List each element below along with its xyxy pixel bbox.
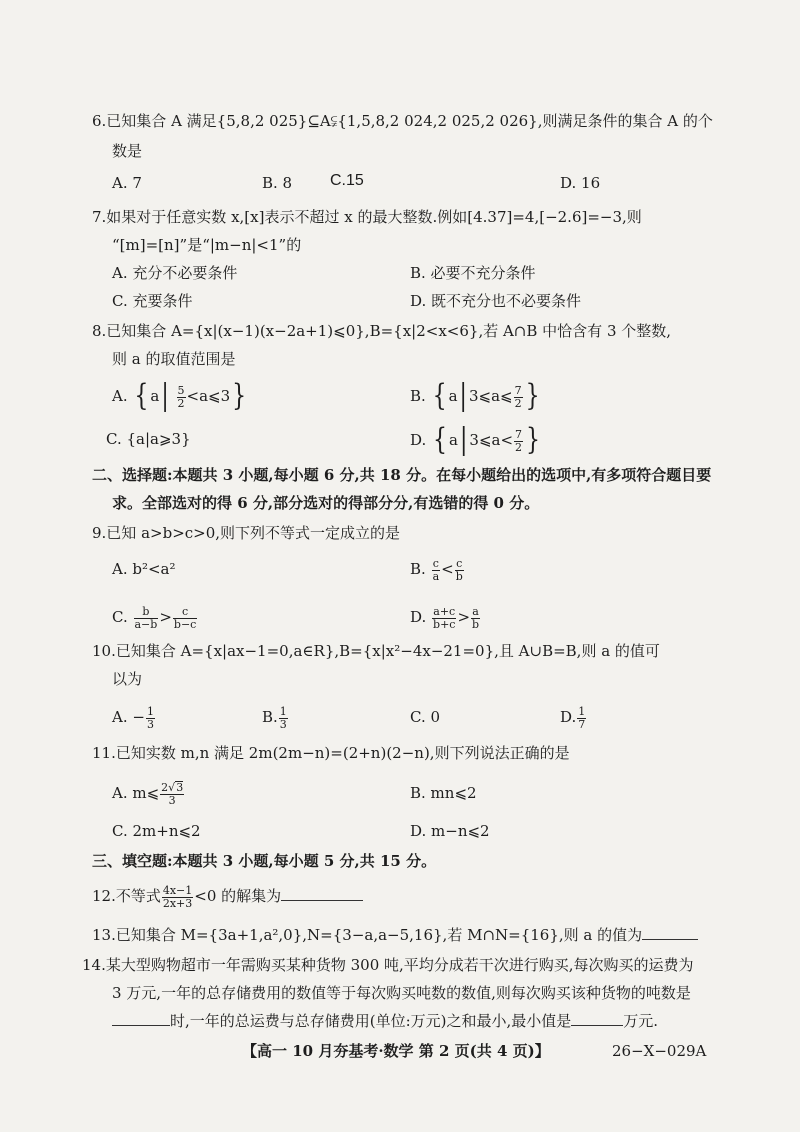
q10-stem-line1: 10.已知集合 A={x|ax−1=0,a∈R},B={x|x²−4x−21=0},且 A∪B=B,则 a 的值可 <box>92 642 660 660</box>
q14-answer-blank-1[interactable] <box>112 1011 170 1026</box>
q6-option-c-handwritten: C.15 <box>330 172 364 189</box>
q10-option-d: D. $\frac{1}{7}$ <box>560 704 586 731</box>
q9-option-a: A. b²<a² <box>112 560 176 578</box>
q10-option-c: C. 0 <box>410 708 441 726</box>
q9-option-c: C. $\frac{b}{a-b}$ > $\frac{c}{b-c}$ <box>112 604 197 631</box>
q9-stem: 9.已知 a>b>c>0,则下列不等式一定成立的是 <box>92 524 401 542</box>
q14-stem-line2: 3 万元,一年的总存储费用的数值等于每次购买吨数的数值,则每次购买该种货物的吨数是 <box>112 984 691 1002</box>
q10-stem-line2: 以为 <box>112 670 143 688</box>
q7-stem-line2: “[m]=[n]”是“|m−n|<1”的 <box>112 236 302 254</box>
q6-option-b: B. 8 <box>262 174 293 192</box>
section3-heading: 三、填空题:本题共 3 小题,每小题 5 分,共 15 分。 <box>92 852 437 870</box>
q10-option-b: B. $\frac{1}{3}$ <box>262 704 287 731</box>
q13-stem: 13.已知集合 M={3a+1,a²,0},N={3−a,a−5,16},若 M∩N={16},则 a 的值为 <box>92 924 698 946</box>
q11-stem: 11.已知实数 m,n 满足 2m(2m−n)=(2+n)(2−n),则下列说法正确的是 <box>92 744 570 762</box>
q7-option-b: B. 必要不充分条件 <box>410 264 536 282</box>
q14-stem-line1: 14.某大型购物超市一年需购买某种货物 300 吨,平均分成若干次进行购买,每次购买的运费为 <box>82 956 694 974</box>
q8-option-a: A. { a| $\frac{5}{2}$ <a⩽3} <box>112 379 247 414</box>
footer-exam-code: 26−X−029A <box>612 1042 707 1060</box>
section2-heading-line2: 求。全部选对的得 6 分,部分选对的得部分分,有选错的得 0 分。 <box>112 494 540 512</box>
section2-heading-line1: 二、选择题:本题共 3 小题,每小题 6 分,共 18 分。在每小题给出的选项中,有多项符合题目要 <box>92 466 712 484</box>
q7-option-a: A. 充分不必要条件 <box>112 264 238 282</box>
q14-answer-blank-2[interactable] <box>571 1011 623 1026</box>
q6-option-d: D. 16 <box>560 174 601 192</box>
q7-option-c: C. 充要条件 <box>112 292 193 310</box>
q10-option-a: A. − $\frac{1}{3}$ <box>112 704 154 731</box>
q12-answer-blank[interactable] <box>281 886 363 901</box>
q6-stem-line2: 数是 <box>112 142 143 160</box>
q9-option-b: B. $\frac{c}{a}$ < $\frac{c}{b}$ <box>410 556 463 583</box>
q11-option-c: C. 2m+n⩽2 <box>112 822 201 840</box>
q13-answer-blank[interactable] <box>642 925 698 940</box>
q8-stem-line1: 8.已知集合 A={x|(x−1)(x−2a+1)⩽0},B={x|2<x<6},若 A∩B 中恰含有 3 个整数, <box>92 322 672 340</box>
q11-option-b: B. mn⩽2 <box>410 784 477 802</box>
q6-stem-line1: 6.已知集合 A 满足{5,8,2 025}⊆A⫋{1,5,8,2 024,2 025,2 026},则满足条件的集合 A 的个 <box>92 112 713 130</box>
q11-option-d: D. m−n⩽2 <box>410 822 490 840</box>
q7-stem-line1: 7.如果对于任意实数 x,[x]表示不超过 x 的最大整数.例如[4.37]=4,[−2.6]=−3,则 <box>92 208 642 226</box>
q8-option-b: B. { a| 3⩽a⩽ $\frac{7}{2}$ } <box>410 379 540 414</box>
q8-option-c: C. {a|a⩾3} <box>106 430 191 448</box>
q12-stem: 12.不等式 $\frac{4x-1}{2x+3}$ <0 的解集为 <box>92 878 363 914</box>
q8-stem-line2: 则 a 的取值范围是 <box>112 350 236 368</box>
q14-stem-line3: 时,一年的总运费与总存储费用(单位:万元)之和最小,最小值是 万元. <box>112 1010 658 1032</box>
footer-page-info: 【高一 10 月夯基考·数学 第 2 页(共 4 页)】 <box>242 1042 550 1060</box>
q6-option-a: A. 7 <box>112 174 142 192</box>
q7-option-d: D. 既不充分也不必要条件 <box>410 292 582 310</box>
q8-option-d: D. { a| 3⩽a< $\frac{7}{2}$ } <box>410 423 541 458</box>
q11-option-a: A. m⩽ $\frac{2√3}{3}$ <box>112 781 184 807</box>
q9-option-d: D. $\frac{a+c}{b+c}$ > $\frac{a}{b}$ <box>410 604 480 631</box>
